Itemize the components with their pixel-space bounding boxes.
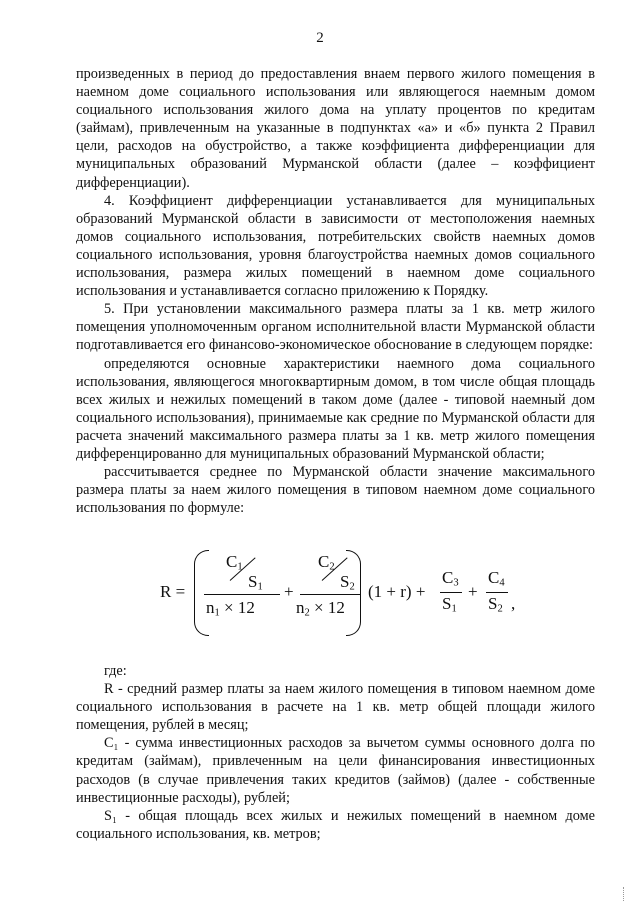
formula-s3: $S_1$ [442, 594, 457, 615]
formula-c4: $C_4$ [488, 568, 505, 589]
formula-c1: $C_1$ [226, 552, 243, 573]
formula-c2: $C_2$ [318, 552, 335, 573]
formula-fraction-line-4 [486, 592, 508, 593]
formula-end-comma: , [511, 594, 516, 613]
document-text-bottom [76, 662, 595, 843]
formula-plus-2: + [468, 582, 478, 601]
document-text-top [76, 65, 595, 517]
formula-s1: $S_1$ [248, 572, 263, 593]
paragraph-definition-r: R - средний размер платы за наем жилого помещения в типовом наемном доме социального использования в расчете на 1 кв. метр общей площади жилого помещения, рублей в месяц; [76, 681, 595, 734]
formula-fraction-line-1 [204, 594, 280, 595]
paragraph-definition-c1: C₁ - сумма инвестиционных расходов за вычетом суммы основного долга по кредитам (займам), привлеченным на цели финансирования инвестиционных расходов (в случае привлечения таких кредитов (займов) (далее - собственные инвестиционные расходы), рублей; [76, 735, 595, 806]
page-edge-mark [623, 887, 640, 901]
formula [160, 548, 520, 640]
page-number: 2 [316, 30, 324, 46]
formula-n2: $n_2 \times 12$ [296, 598, 345, 619]
paragraph-where: где: [104, 663, 127, 679]
formula-fraction-line-3 [440, 592, 462, 593]
formula-c3: $C_3$ [442, 568, 459, 589]
formula-plus-1: + [284, 582, 294, 601]
formula-s2: $S_2$ [340, 572, 355, 593]
paragraph-continuation: произведенных в период до предоставления внаем первого жилого помещения в наемном доме социального использования или являющегося наемным домом социального использования жилого дома на уплату процентов по кредитам (займам), привлеченным на указанные в подпунктах «а» и «б» пункта 2 Правил цели, расходов на обустройство, а также коэффициента дифференциации для муниципальных образований Мурманской области (далее – коэффициент дифференциации). [76, 66, 595, 191]
formula-lhs: R = [160, 582, 186, 601]
paragraph-definition-s1: S₁ - общая площадь всех жилых и нежилых помещений в наемном доме социального использования, кв. метров; [76, 807, 595, 842]
formula-s4: $S_2$ [488, 594, 503, 615]
paragraph-characteristics: определяются основные характеристики наемного дома социального использования, являющегося многоквартирным домом, в том числе общая площадь всех жилых и нежилых помещений в таком доме (далее - типовой наемный дом социального использования), принимаемые как средние по Мурманской области для расчета значений максимального размера платы за 1 кв. метр жилого помещения дифференцированно для муниципальных образований Мурманской области; [76, 355, 595, 462]
formula-factor: (1 + r) + [368, 582, 426, 601]
formula-n1: $n_1 \times 12$ [206, 598, 255, 619]
paragraph-4: 4. Коэффициент дифференциации устанавливается для муниципальных образований Мурманской области в зависимости от местоположения наемных домов социального использования, потребительских свойств наемных домов социального использования, уровня благоустройства наемных домов социального использования, размера жилых помещений в наемном доме социального использования и устанавливается согласно приложению к Порядку. [76, 192, 595, 300]
formula-right-paren [346, 550, 361, 636]
formula-left-paren [194, 550, 209, 636]
paragraph-formula-intro: рассчитывается среднее по Мурманской области значение максимального размера платы за наем жилого помещения в типовом наемном доме социального использования по формуле: [76, 464, 595, 517]
paragraph-5: 5. При установлении максимального размера платы за 1 кв. метр жилого помещения уполномоченным органом исполнительной власти Мурманской области подготавливается его финансово-экономическое обоснование в следующем порядке: [76, 301, 595, 354]
